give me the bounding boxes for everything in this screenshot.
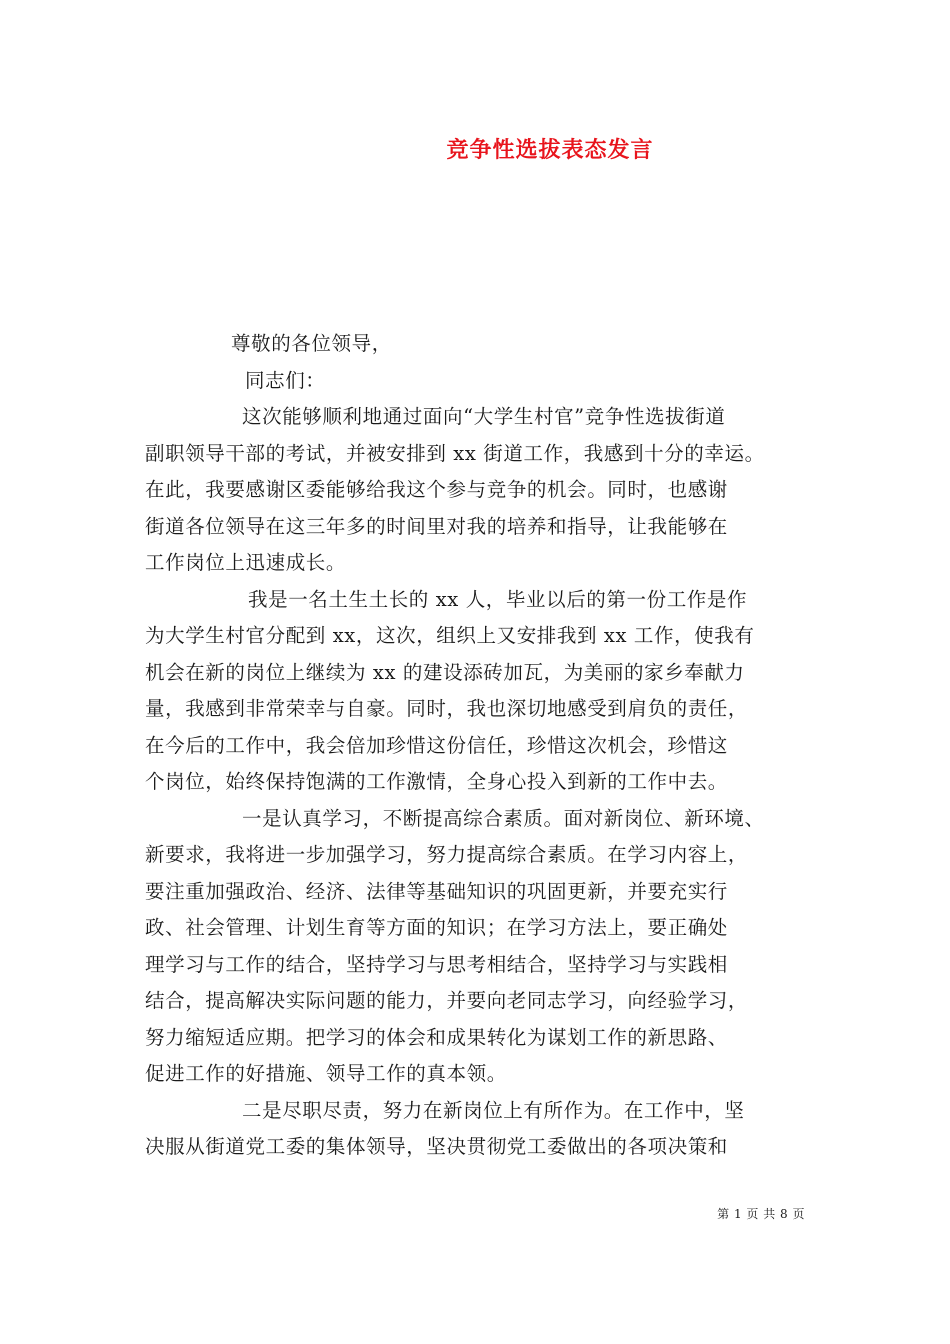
paragraph-line: 量，我感到非常荣幸与自豪。同时，我也深切地感受到肩负的责任， (145, 697, 749, 720)
paragraph-line: 政、社会管理、计划生育等方面的知识；在学习方法上，要正确处 (145, 916, 728, 939)
paragraph-line: 要注重加强政治、经济、法律等基础知识的巩固更新，并要充实行 (145, 879, 728, 903)
paragraph-line: 我是一名土生土长的 xx 人，毕业以后的第一份工作是作 (248, 587, 748, 611)
paragraph-line: 二是尽职尽责，努力在新岗位上有所作为。在工作中，坚 (242, 1098, 745, 1122)
page-number: 第 1 页 共 8 页 (717, 1207, 805, 1221)
paragraph-line: 新要求，我将进一步加强学习，努力提高综合素质。在学习内容上， (145, 843, 749, 866)
paragraph-line: 个岗位，始终保持饱满的工作激情，全身心投入到新的工作中去。 (145, 770, 728, 793)
paragraph-line: 理学习与工作的结合，坚持学习与思考相结合，坚持学习与实践相 (145, 952, 728, 976)
paragraph-line: 一是认真学习，不断提高综合素质。面对新岗位、新环境、 (242, 806, 765, 830)
paragraph-line: 在今后的工作中，我会倍加珍惜这份信任，珍惜这次机会，珍惜这 (145, 733, 728, 757)
paragraph-line: 工作岗位上迅速成长。 (145, 551, 347, 574)
paragraph-line: 街道各位领导在这三年多的时间里对我的培养和指导，让我能够在 (145, 514, 728, 538)
paragraph-line: 在此，我要感谢区委能够给我这个参与竞争的机会。同时，也感谢 (145, 478, 728, 501)
paragraph-line: 为大学生村官分配到 xx，这次，组织上又安排我到 xx 工作，使我有 (145, 624, 755, 647)
paragraph-line: 努力缩短适应期。把学习的体会和成果转化为谋划工作的新思路、 (145, 1025, 728, 1049)
greeting-line: 同志们： (245, 368, 326, 392)
paragraph-line: 副职领导干部的考试，并被安排到 xx 街道工作，我感到十分的幸运。 (145, 441, 765, 465)
paragraph-line: 促进工作的好措施、领导工作的真本领。 (145, 1062, 507, 1085)
paragraph-line: 结合，提高解决实际问题的能力，并要向老同志学习，向经验学习， (145, 989, 749, 1012)
paragraph-line: 机会在新的岗位上继续为 xx 的建设添砖加瓦，为美丽的家乡奉献力 (145, 660, 745, 684)
paragraph-line: 决服从街道党工委的集体领导，坚决贯彻党工委做出的各项决策和 (145, 1135, 728, 1158)
page-title: 竞争性选拔表态发言 (446, 137, 654, 163)
document-body (145, 326, 830, 1166)
paragraph-line: 这次能够顺利地通过面向“大学生村官”竞争性选拔街道 (242, 405, 726, 428)
greeting-line: 尊敬的各位领导， (231, 332, 392, 355)
